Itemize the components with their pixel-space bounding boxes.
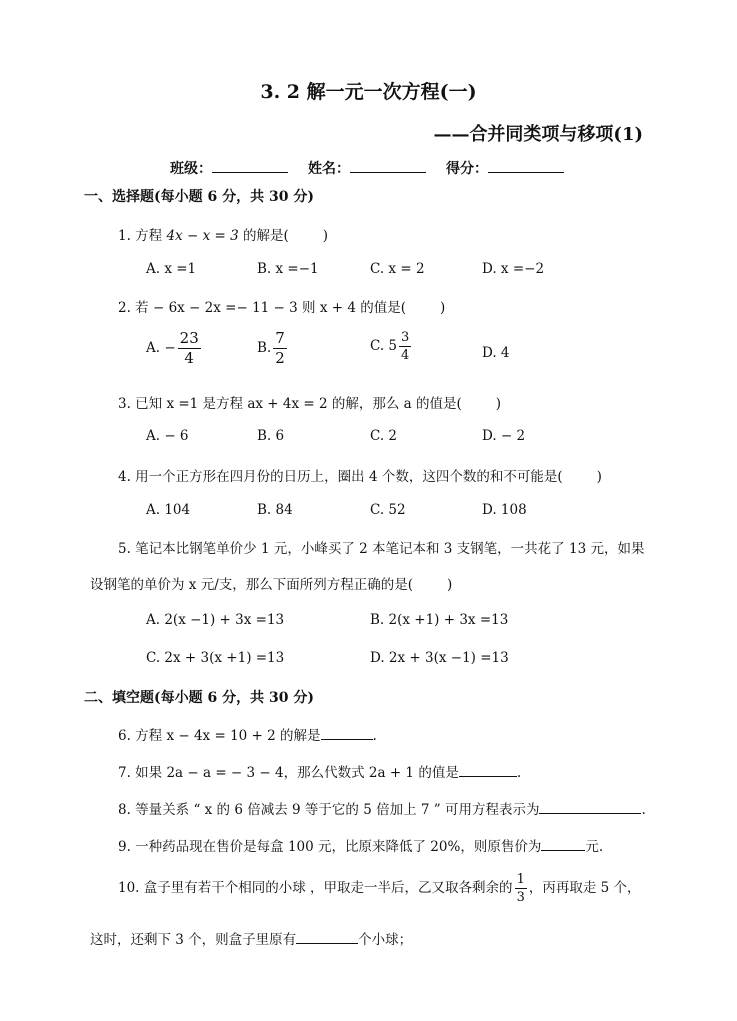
question-8: [118, 798, 646, 818]
question-5-line-2: [90, 573, 452, 593]
q4-option-c[interactable]: C. 52: [370, 502, 406, 518]
score-blank[interactable]: [488, 158, 564, 173]
section-choice-heading: 一、选择题(每小题 6 分，共 30 分): [84, 189, 314, 205]
question-5-line-1: 5. 笔记本比钢笔单价少 1 元，小峰买了 2 本笔记本和 3 支钢笔，一共花了 13 元，如果: [118, 541, 645, 557]
question-3: [118, 392, 501, 412]
q6-stem: 6. 方程 x − 4x = 10 + 2 的解是: [118, 728, 321, 744]
q3-option-b[interactable]: B. 6: [257, 428, 285, 444]
page-title: 3. 2 解一元一次方程(一): [260, 81, 477, 103]
q2-option-b-fraction: [273, 331, 287, 366]
q10-answer-blank[interactable]: [296, 931, 358, 944]
q4-option-b[interactable]: B. 84: [257, 502, 293, 518]
q1-close: ): [322, 228, 329, 244]
question-10-line-2: [90, 928, 412, 948]
q7-stem: 7. 如果 2a − a = − 3 − 4，那么代数式 2a + 1 的值是: [118, 765, 459, 781]
q2-option-b[interactable]: [257, 331, 289, 366]
q1-option-a[interactable]: A. x =1: [146, 261, 197, 277]
q8-stem: 8. 等量关系 “ x 的 6 倍减去 9 等于它的 5 倍加上 7 ” 可用方程表示为: [118, 802, 540, 818]
q5-stem: 设钢笔的单价为 x 元/支，那么下面所列方程正确的是(: [90, 577, 414, 593]
q6-end: .: [372, 728, 377, 744]
q8-answer-blank[interactable]: [539, 801, 641, 814]
q3-option-d[interactable]: D. − 2: [482, 428, 526, 444]
q3-stem: 3. 已知 x =1 是方程 ax + 4x = 2 的解，那么 a 的值是(: [118, 396, 462, 412]
question-9: [118, 835, 603, 855]
q2-option-a[interactable]: [146, 331, 203, 366]
fraction-denominator: 3: [516, 890, 525, 905]
fraction-numerator: 3: [401, 330, 410, 345]
q2-stem: 2. 若 − 6x − 2x =− 11 − 3 则 x + 4 的值是(: [118, 300, 406, 316]
q2-option-b-prefix: B.: [257, 340, 272, 356]
q2-close: ): [439, 300, 446, 316]
q4-close: ): [596, 469, 602, 485]
q1-stem-pre: 1. 方程: [118, 228, 167, 244]
q5-close: ): [447, 577, 453, 593]
name-label: 姓名：: [308, 161, 350, 177]
q10-fraction: [515, 873, 527, 904]
q2-option-a-prefix: A. −: [146, 340, 176, 356]
q2-option-d[interactable]: D. 4: [482, 345, 510, 361]
q4-option-d[interactable]: D. 108: [482, 502, 527, 518]
question-1: [118, 224, 328, 244]
q2-option-a-fraction: [178, 331, 201, 366]
q7-end: .: [516, 765, 522, 781]
fraction-numerator: 1: [516, 872, 525, 887]
q2-option-c-fraction: [399, 331, 411, 362]
q4-stem: 4. 用一个正方形在四月份的日历上，圈出 4 个数，这四个数的和不可能是(: [118, 469, 563, 485]
q9-answer-blank[interactable]: [541, 838, 585, 851]
student-info-row: [170, 158, 564, 178]
q10-line2-pre: 这时，还剩下 3 个，则盒子里原有: [90, 932, 297, 948]
q5-option-b[interactable]: B. 2(x +1) + 3x =13: [370, 612, 509, 628]
q5-option-a[interactable]: A. 2(x −1) + 3x =13: [146, 612, 285, 628]
question-4: [118, 465, 602, 485]
q2-option-c[interactable]: [370, 331, 413, 362]
fraction-numerator: 23: [179, 329, 199, 347]
q10-stem-post: ，丙再取走 5 个，: [528, 880, 641, 896]
fraction-denominator: 4: [184, 349, 194, 367]
question-7: [118, 761, 521, 781]
q10-stem-pre: 10. 盒子里有若干个相同的小球 ，甲取走一半后，乙又取各剩余的: [118, 880, 513, 896]
class-label: 班级：: [170, 161, 212, 177]
q5-option-c[interactable]: C. 2x + 3(x +1) =13: [146, 650, 285, 666]
q1-option-c[interactable]: C. x = 2: [370, 261, 425, 277]
q4-option-a[interactable]: A. 104: [146, 502, 191, 518]
q1-equation: 4x − x = 3: [166, 228, 239, 244]
q7-answer-blank[interactable]: [459, 764, 517, 777]
q9-end: 元.: [585, 839, 604, 855]
q9-stem: 9. 一种药品现在售价是每盒 100 元，比原来降低了 20%，则原售价为: [118, 839, 542, 855]
q1-option-d[interactable]: D. x =−2: [482, 261, 545, 277]
q3-option-a[interactable]: A. − 6: [146, 428, 189, 444]
q6-answer-blank[interactable]: [321, 727, 373, 740]
q1-option-b[interactable]: B. x =−1: [257, 261, 319, 277]
question-6: [118, 724, 377, 744]
q2-option-c-prefix: C. 5: [370, 338, 398, 354]
question-10-line-1: [118, 873, 641, 904]
q10-line2-post: 个小球；: [358, 932, 413, 948]
fraction-denominator: 2: [275, 349, 285, 367]
name-blank[interactable]: [350, 158, 426, 173]
score-label: 得分：: [446, 161, 488, 177]
q8-end: .: [641, 802, 646, 818]
q3-option-c[interactable]: C. 2: [370, 428, 398, 444]
fraction-denominator: 4: [401, 348, 410, 363]
q3-close: ): [495, 396, 502, 412]
fraction-numerator: 7: [275, 329, 285, 347]
q5-option-d[interactable]: D. 2x + 3(x −1) =13: [370, 650, 509, 666]
class-blank[interactable]: [212, 158, 288, 173]
q1-stem-post: 的解是(: [238, 228, 289, 244]
question-2: [118, 296, 445, 316]
section-fill-heading: 二、填空题(每小题 6 分，共 30 分): [84, 690, 314, 706]
page-subtitle: ——合并同类项与移项(1): [433, 124, 643, 145]
